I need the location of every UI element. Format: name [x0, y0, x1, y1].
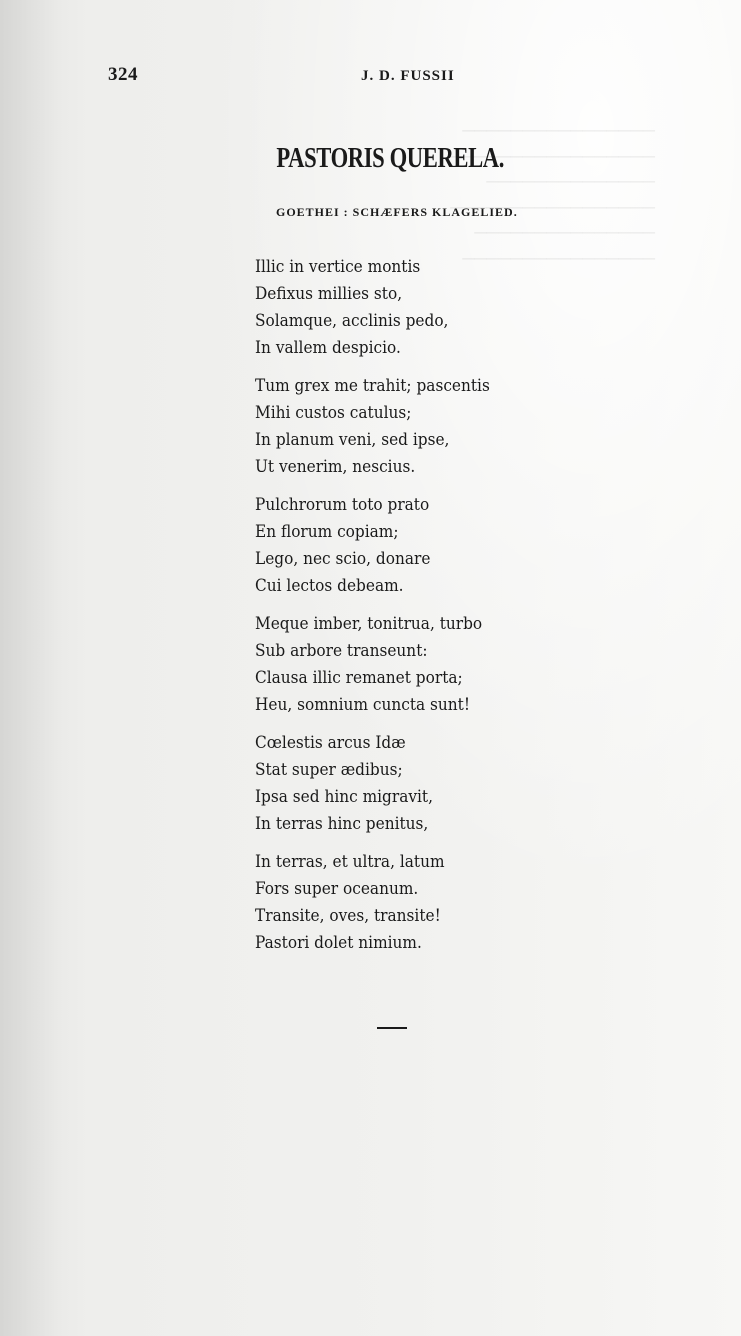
verse-line: Cui lectos debeam.: [255, 576, 404, 595]
bleed-through-texture: ──────────────── ───────────────── ────────────── ───────────────── ─────────────── ────────────────: [450, 121, 655, 268]
verse-line: Stat super ædibus;: [255, 760, 403, 779]
verse-line: In terras hinc penitus,: [255, 814, 429, 833]
end-rule: [377, 1027, 407, 1029]
verse-line: Lego, nec scio, donare: [255, 549, 431, 568]
verse-line: En florum copiam;: [255, 522, 399, 541]
stanza: [255, 491, 555, 599]
verse-line: In terras, et ultra, latum: [255, 852, 445, 871]
stanza: [255, 610, 555, 718]
stanza: [255, 372, 555, 480]
stanza: [255, 253, 555, 361]
verse-line: Tum grex me trahit; pascentis: [255, 376, 490, 395]
verse-line: Mihi custos catulus;: [255, 403, 412, 422]
verse-line: In planum veni, sed ipse,: [255, 430, 450, 449]
verse-line: Fors super oceanum.: [255, 879, 419, 898]
verse-line: Cœlestis arcus Idæ: [255, 733, 406, 752]
stanza: [255, 729, 555, 837]
poem-body: [255, 253, 555, 956]
verse-line: Defixus millies sto,: [255, 284, 403, 303]
verse-line: Pastori dolet nimium.: [255, 933, 422, 952]
verse-line: In vallem despicio.: [255, 338, 401, 357]
verse-line: Sub arbore transeunt:: [255, 641, 428, 660]
page-number: 324: [108, 64, 138, 85]
verse-line: Solamque, acclinis pedo,: [255, 311, 449, 330]
verse-line: Illic in vertice montis: [255, 257, 421, 276]
stanza: [255, 848, 555, 956]
verse-line: Meque imber, tonitrua, turbo: [255, 614, 483, 633]
poem-title: PASTORIS QUERELA.: [276, 142, 504, 174]
verse-line: Transite, oves, transite!: [255, 906, 441, 925]
verse-line: Ipsa sed hinc migravit,: [255, 787, 433, 806]
poem-subtitle: GOETHEI : SCHÆFERS KLAGELIED.: [276, 205, 518, 219]
verse-line: Ut venerim, nescius.: [255, 457, 416, 476]
running-head: [108, 64, 508, 90]
verse-line: Pulchrorum toto prato: [255, 495, 430, 514]
verse-line: Clausa illic remanet porta;: [255, 668, 463, 687]
verse-line: Heu, somnium cuncta sunt!: [255, 695, 470, 714]
running-head-author: J. D. FUSSII: [361, 68, 455, 84]
